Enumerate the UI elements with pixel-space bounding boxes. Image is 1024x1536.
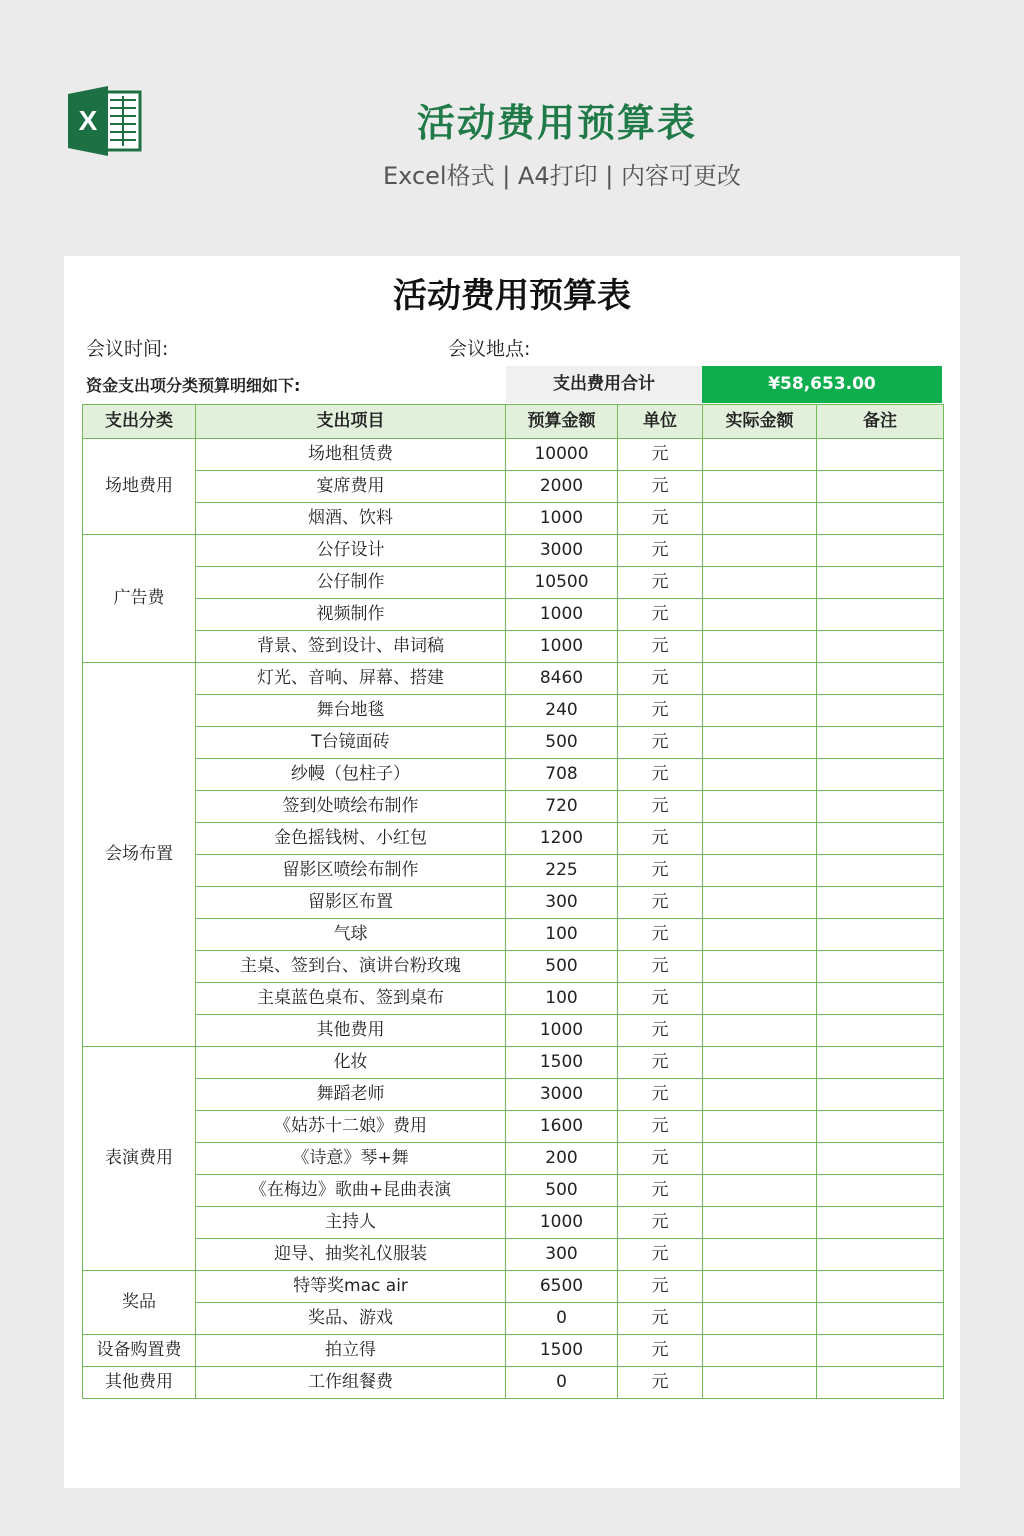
- budget-amount-cell[interactable]: 8460: [506, 663, 618, 695]
- table-row: [83, 1015, 944, 1047]
- actual-amount-cell[interactable]: [703, 1367, 817, 1399]
- item-cell[interactable]: 主桌、签到台、演讲台粉玫瑰: [196, 951, 506, 983]
- unit-cell[interactable]: 元: [618, 1207, 703, 1239]
- summary-row: [82, 366, 942, 403]
- unit-cell[interactable]: 元: [618, 535, 703, 567]
- notes-cell[interactable]: [817, 1079, 944, 1111]
- table-row: [83, 1175, 944, 1207]
- table-row: [83, 791, 944, 823]
- unit-cell[interactable]: 元: [618, 1239, 703, 1271]
- item-cell[interactable]: 金色摇钱树、小红包: [196, 823, 506, 855]
- actual-amount-cell[interactable]: [703, 503, 817, 535]
- table-row: [83, 1079, 944, 1111]
- unit-cell[interactable]: 元: [618, 727, 703, 759]
- table-row: [83, 631, 944, 663]
- notes-cell[interactable]: [817, 1239, 944, 1271]
- item-cell[interactable]: 舞蹈老师: [196, 1079, 506, 1111]
- unit-cell[interactable]: 元: [618, 439, 703, 471]
- item-cell[interactable]: 其他费用: [196, 1015, 506, 1047]
- category-cell[interactable]: 奖品: [83, 1271, 196, 1335]
- budget-amount-cell[interactable]: 300: [506, 887, 618, 919]
- actual-amount-cell[interactable]: [703, 919, 817, 951]
- budget-amount-cell[interactable]: 10000: [506, 439, 618, 471]
- actual-amount-cell[interactable]: [703, 471, 817, 503]
- unit-cell[interactable]: 元: [618, 1367, 703, 1399]
- header-row: [83, 405, 944, 439]
- unit-cell[interactable]: 元: [618, 919, 703, 951]
- item-cell[interactable]: 主持人: [196, 1207, 506, 1239]
- budget-amount-cell[interactable]: 1000: [506, 503, 618, 535]
- table-row: [83, 567, 944, 599]
- actual-amount-cell[interactable]: [703, 599, 817, 631]
- unit-cell[interactable]: 元: [618, 951, 703, 983]
- category-cell[interactable]: 其他费用: [83, 1367, 196, 1399]
- item-cell[interactable]: 场地租赁费: [196, 439, 506, 471]
- item-cell[interactable]: 《姑苏十二娘》费用: [196, 1111, 506, 1143]
- budget-amount-cell[interactable]: 100: [506, 983, 618, 1015]
- unit-cell[interactable]: 元: [618, 823, 703, 855]
- unit-cell[interactable]: 元: [618, 471, 703, 503]
- unit-cell[interactable]: 元: [618, 1143, 703, 1175]
- actual-amount-cell[interactable]: [703, 1079, 817, 1111]
- summary-label: 资金支出项分类预算明细如下:: [86, 376, 301, 395]
- notes-cell[interactable]: [817, 791, 944, 823]
- notes-cell[interactable]: [817, 663, 944, 695]
- budget-amount-cell[interactable]: 500: [506, 951, 618, 983]
- notes-cell[interactable]: [817, 1271, 944, 1303]
- banner-subtitle: Excel格式 | A4打印 | 内容可更改: [383, 162, 741, 190]
- notes-cell[interactable]: [817, 1303, 944, 1335]
- column-header-item: 支出项目: [196, 405, 506, 439]
- table-row: [83, 1271, 944, 1303]
- actual-amount-cell[interactable]: [703, 1271, 817, 1303]
- column-header-budget: 预算金额: [506, 405, 618, 439]
- budget-amount-cell[interactable]: 200: [506, 1143, 618, 1175]
- table-row: [83, 919, 944, 951]
- actual-amount-cell[interactable]: [703, 1335, 817, 1367]
- item-cell[interactable]: 《在梅边》歌曲+昆曲表演: [196, 1175, 506, 1207]
- item-cell[interactable]: 公仔设计: [196, 535, 506, 567]
- actual-amount-cell[interactable]: [703, 727, 817, 759]
- budget-amount-cell[interactable]: 1500: [506, 1047, 618, 1079]
- banner: [0, 0, 1024, 256]
- actual-amount-cell[interactable]: [703, 567, 817, 599]
- notes-cell[interactable]: [817, 631, 944, 663]
- notes-cell[interactable]: [817, 759, 944, 791]
- unit-cell[interactable]: 元: [618, 1079, 703, 1111]
- unit-cell[interactable]: 元: [618, 1111, 703, 1143]
- budget-amount-cell[interactable]: 720: [506, 791, 618, 823]
- budget-amount-cell[interactable]: 1500: [506, 1335, 618, 1367]
- actual-amount-cell[interactable]: [703, 983, 817, 1015]
- notes-cell[interactable]: [817, 1335, 944, 1367]
- actual-amount-cell[interactable]: [703, 1175, 817, 1207]
- notes-cell[interactable]: [817, 727, 944, 759]
- unit-cell[interactable]: 元: [618, 1047, 703, 1079]
- table-row: [83, 951, 944, 983]
- budget-amount-cell[interactable]: 500: [506, 727, 618, 759]
- budget-amount-cell[interactable]: 0: [506, 1303, 618, 1335]
- unit-cell[interactable]: 元: [618, 567, 703, 599]
- unit-cell[interactable]: 元: [618, 503, 703, 535]
- actual-amount-cell[interactable]: [703, 1047, 817, 1079]
- budget-amount-cell[interactable]: 1000: [506, 599, 618, 631]
- actual-amount-cell[interactable]: [703, 1207, 817, 1239]
- unit-cell[interactable]: 元: [618, 887, 703, 919]
- unit-cell[interactable]: 元: [618, 983, 703, 1015]
- budget-amount-cell[interactable]: 6500: [506, 1271, 618, 1303]
- table-row: [83, 471, 944, 503]
- item-cell[interactable]: T台镜面砖: [196, 727, 506, 759]
- category-cell[interactable]: 会场布置: [83, 663, 196, 1047]
- actual-amount-cell[interactable]: [703, 951, 817, 983]
- table-row: [83, 535, 944, 567]
- actual-amount-cell[interactable]: [703, 887, 817, 919]
- unit-cell[interactable]: 元: [618, 855, 703, 887]
- budget-amount-cell[interactable]: 0: [506, 1367, 618, 1399]
- budget-amount-cell[interactable]: 1200: [506, 823, 618, 855]
- item-cell[interactable]: 烟酒、饮料: [196, 503, 506, 535]
- item-cell[interactable]: 工作组餐费: [196, 1367, 506, 1399]
- item-cell[interactable]: 留影区布置: [196, 887, 506, 919]
- item-cell[interactable]: 《诗意》琴+舞: [196, 1143, 506, 1175]
- table-row: [83, 887, 944, 919]
- item-cell[interactable]: 迎导、抽奖礼仪服装: [196, 1239, 506, 1271]
- unit-cell[interactable]: 元: [618, 759, 703, 791]
- column-header-category: 支出分类: [83, 405, 196, 439]
- table-row: [83, 1239, 944, 1271]
- notes-cell[interactable]: [817, 919, 944, 951]
- budget-amount-cell[interactable]: 3000: [506, 1079, 618, 1111]
- budget-amount-cell[interactable]: 1000: [506, 1207, 618, 1239]
- budget-amount-cell[interactable]: 300: [506, 1239, 618, 1271]
- column-header-unit: 单位: [618, 405, 703, 439]
- actual-amount-cell[interactable]: [703, 855, 817, 887]
- item-cell[interactable]: 签到处喷绘布制作: [196, 791, 506, 823]
- table-row: [83, 727, 944, 759]
- unit-cell[interactable]: 元: [618, 1335, 703, 1367]
- item-cell[interactable]: 化妆: [196, 1047, 506, 1079]
- actual-amount-cell[interactable]: [703, 791, 817, 823]
- actual-amount-cell[interactable]: [703, 1303, 817, 1335]
- item-cell[interactable]: 留影区喷绘布制作: [196, 855, 506, 887]
- notes-cell[interactable]: [817, 471, 944, 503]
- unit-cell[interactable]: 元: [618, 631, 703, 663]
- budget-body: [83, 439, 944, 1399]
- notes-cell[interactable]: [817, 599, 944, 631]
- actual-amount-cell[interactable]: [703, 631, 817, 663]
- item-cell[interactable]: 公仔制作: [196, 567, 506, 599]
- table-row: [83, 1143, 944, 1175]
- table-row: [83, 855, 944, 887]
- unit-cell[interactable]: 元: [618, 663, 703, 695]
- notes-cell[interactable]: [817, 887, 944, 919]
- item-cell[interactable]: 舞台地毯: [196, 695, 506, 727]
- table-row: [83, 439, 944, 471]
- budget-amount-cell[interactable]: 708: [506, 759, 618, 791]
- svg-text:X: X: [78, 105, 98, 136]
- unit-cell[interactable]: 元: [618, 1303, 703, 1335]
- category-cell[interactable]: 设备购置费: [83, 1335, 196, 1367]
- notes-cell[interactable]: [817, 567, 944, 599]
- notes-cell[interactable]: [817, 1015, 944, 1047]
- item-cell[interactable]: 主桌蓝色桌布、签到桌布: [196, 983, 506, 1015]
- notes-cell[interactable]: [817, 1367, 944, 1399]
- column-header-notes: 备注: [817, 405, 944, 439]
- total-value[interactable]: ¥58,653.00: [702, 366, 942, 403]
- meeting-place-label: 会议地点:: [448, 338, 531, 360]
- item-cell[interactable]: 拍立得: [196, 1335, 506, 1367]
- budget-amount-cell[interactable]: 240: [506, 695, 618, 727]
- notes-cell[interactable]: [817, 983, 944, 1015]
- budget-amount-cell[interactable]: 3000: [506, 535, 618, 567]
- budget-amount-cell[interactable]: 1000: [506, 631, 618, 663]
- notes-cell[interactable]: [817, 823, 944, 855]
- budget-amount-cell[interactable]: 500: [506, 1175, 618, 1207]
- unit-cell[interactable]: 元: [618, 599, 703, 631]
- budget-amount-cell[interactable]: 1000: [506, 1015, 618, 1047]
- budget-amount-cell[interactable]: 10500: [506, 567, 618, 599]
- total-label: 支出费用合计: [506, 366, 702, 403]
- item-cell[interactable]: 背景、签到设计、串词稿: [196, 631, 506, 663]
- table-row: [83, 1367, 944, 1399]
- notes-cell[interactable]: [817, 1143, 944, 1175]
- banner-title: 活动费用预算表: [416, 101, 697, 145]
- notes-cell[interactable]: [817, 855, 944, 887]
- unit-cell[interactable]: 元: [618, 695, 703, 727]
- notes-cell[interactable]: [817, 1047, 944, 1079]
- table-row: [83, 759, 944, 791]
- item-cell[interactable]: 灯光、音响、屏幕、搭建: [196, 663, 506, 695]
- table-row: [83, 663, 944, 695]
- actual-amount-cell[interactable]: [703, 1015, 817, 1047]
- item-cell[interactable]: 气球: [196, 919, 506, 951]
- table-row: [83, 823, 944, 855]
- actual-amount-cell[interactable]: [703, 759, 817, 791]
- actual-amount-cell[interactable]: [703, 823, 817, 855]
- notes-cell[interactable]: [817, 1175, 944, 1207]
- table-row: [83, 503, 944, 535]
- unit-cell[interactable]: 元: [618, 1175, 703, 1207]
- table-row: [83, 1047, 944, 1079]
- budget-amount-cell[interactable]: 225: [506, 855, 618, 887]
- actual-amount-cell[interactable]: [703, 1111, 817, 1143]
- notes-cell[interactable]: [817, 439, 944, 471]
- notes-cell[interactable]: [817, 503, 944, 535]
- actual-amount-cell[interactable]: [703, 535, 817, 567]
- budget-amount-cell[interactable]: 100: [506, 919, 618, 951]
- notes-cell[interactable]: [817, 951, 944, 983]
- table-row: [83, 983, 944, 1015]
- sheet-title: 活动费用预算表: [393, 276, 631, 316]
- unit-cell[interactable]: 元: [618, 791, 703, 823]
- budget-table: [82, 404, 944, 1399]
- table-row: [83, 695, 944, 727]
- category-cell[interactable]: 表演费用: [83, 1047, 196, 1271]
- actual-amount-cell[interactable]: [703, 1143, 817, 1175]
- table-row: [83, 1111, 944, 1143]
- actual-amount-cell[interactable]: [703, 663, 817, 695]
- actual-amount-cell[interactable]: [703, 1239, 817, 1271]
- notes-cell[interactable]: [817, 1207, 944, 1239]
- budget-amount-cell[interactable]: 1600: [506, 1111, 618, 1143]
- actual-amount-cell[interactable]: [703, 439, 817, 471]
- table-row: [83, 1335, 944, 1367]
- unit-cell[interactable]: 元: [618, 1015, 703, 1047]
- item-cell[interactable]: 特等奖mac air: [196, 1271, 506, 1303]
- category-cell[interactable]: 场地费用: [83, 439, 196, 535]
- unit-cell[interactable]: 元: [618, 1271, 703, 1303]
- column-header-actual: 实际金额: [703, 405, 817, 439]
- notes-cell[interactable]: [817, 1111, 944, 1143]
- table-row: [83, 599, 944, 631]
- actual-amount-cell[interactable]: [703, 695, 817, 727]
- table-row: [83, 1207, 944, 1239]
- meeting-time-label: 会议时间:: [86, 338, 169, 360]
- item-cell[interactable]: 纱幔（包柱子）: [196, 759, 506, 791]
- category-cell[interactable]: 广告费: [83, 535, 196, 663]
- notes-cell[interactable]: [817, 535, 944, 567]
- notes-cell[interactable]: [817, 695, 944, 727]
- item-cell[interactable]: 视频制作: [196, 599, 506, 631]
- table-row: [83, 1303, 944, 1335]
- item-cell[interactable]: 奖品、游戏: [196, 1303, 506, 1335]
- budget-amount-cell[interactable]: 2000: [506, 471, 618, 503]
- item-cell[interactable]: 宴席费用: [196, 471, 506, 503]
